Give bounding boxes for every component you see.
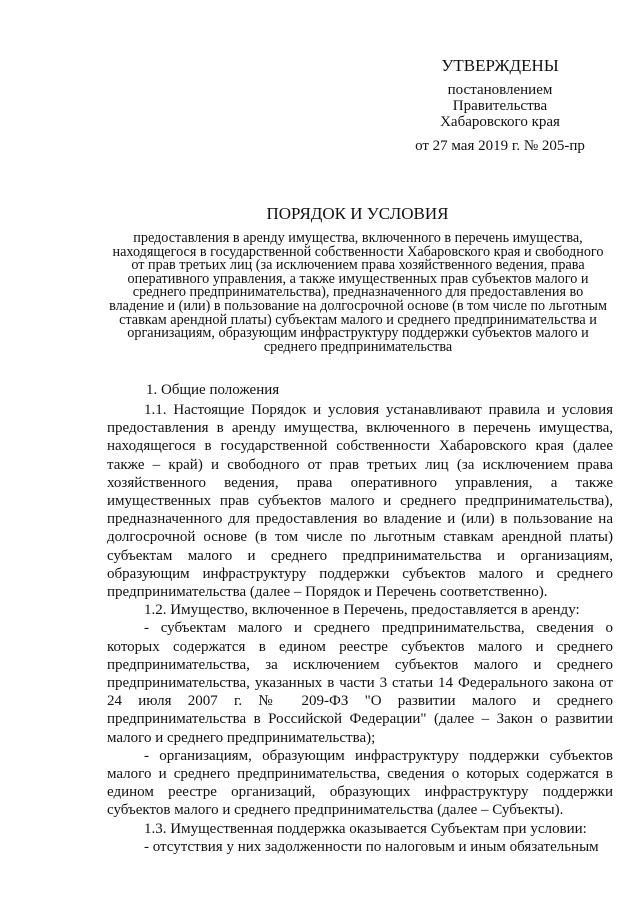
document-title: ПОРЯДОК И УСЛОВИЯ bbox=[266, 204, 449, 223]
approval-block bbox=[395, 56, 605, 154]
section-heading: 1. Общие положения bbox=[146, 382, 280, 398]
approval-heading: УТВЕРЖДЕНЫ bbox=[441, 56, 559, 75]
paragraph: 1.3. Имущественная поддержка оказывается Субъектам при условии: bbox=[144, 820, 587, 837]
approval-line: Правительства bbox=[452, 98, 548, 114]
approval-line: Хабаровского края bbox=[440, 114, 560, 130]
paragraph: 1.1. Настоящие Порядок и условия устанавливают правила и условия предоставления в аренду имущества, включенного в перечень имущества, находящегося в государственной собственности Хабаровского края (далее также – край) и свободного от прав третьих лиц (за исключением права хозяйственного ведения, права оперативного управления, а также имущественных прав субъектов малого и среднего предпринимательства), предназначенного для предоставления во владение и (или) в пользование на долгосрочной основе (в том числе по льготным ставкам арендной платы) субъектам малого и среднего предпринимательства и организациям, образующим инфраструктуру поддержки субъектов малого и среднего предпринимательства (далее – Порядок и Перечень соответственно). bbox=[107, 402, 613, 601]
paragraph: - организациям, образующим инфраструктуру поддержки субъектов малого и среднего предпринимательства, сведения о которых содержатся в едином реестре организаций, образующих инфраструктуру поддержки субъектов малого и среднего предпринимательства (далее – Субъекты). bbox=[107, 747, 613, 819]
approval-line: постановлением bbox=[447, 82, 553, 98]
paragraph: - субъектам малого и среднего предпринимательства, сведения о которых содержатся в едином реестре субъектов малого и среднего предпринимательства, за исключением субъектов малого и среднего предпринимательства, указанных в части 3 статьи 14 Федерального закона от 24 июля 2007 г. № 209-ФЗ "О развитии малого и среднего предпринимательства в Российской Федерации" (далее – Закон о развитии малого и среднего предпринимательства); bbox=[107, 620, 613, 746]
document-subtitle: предоставления в аренду имущества, включенного в перечень имущества, находящегося в государственной собственности Хабаровского края и свободного от прав третьих лиц (за исключением права хозяйственного ведения, права оперативного управления, а также имущественных прав субъектов малого и среднего предпринимательства), предназначенного для предоставления во владение и (или) в пользование на долгосрочной основе (в том числе по льготным ставкам арендной платы) субъектам малого и среднего предпринимательства и организациям, образующим инфраструктуру поддержки субъектов малого и среднего предпринимательства bbox=[109, 230, 607, 355]
paragraph: 1.2. Имущество, включенное в Перечень, предоставляется в аренду: bbox=[144, 602, 580, 619]
document-body bbox=[107, 401, 613, 856]
approval-date: от 27 мая 2019 г. № 205-пр bbox=[415, 138, 585, 154]
paragraph: - отсутствия у них задолженности по налоговым и иным обязательным bbox=[144, 838, 599, 855]
